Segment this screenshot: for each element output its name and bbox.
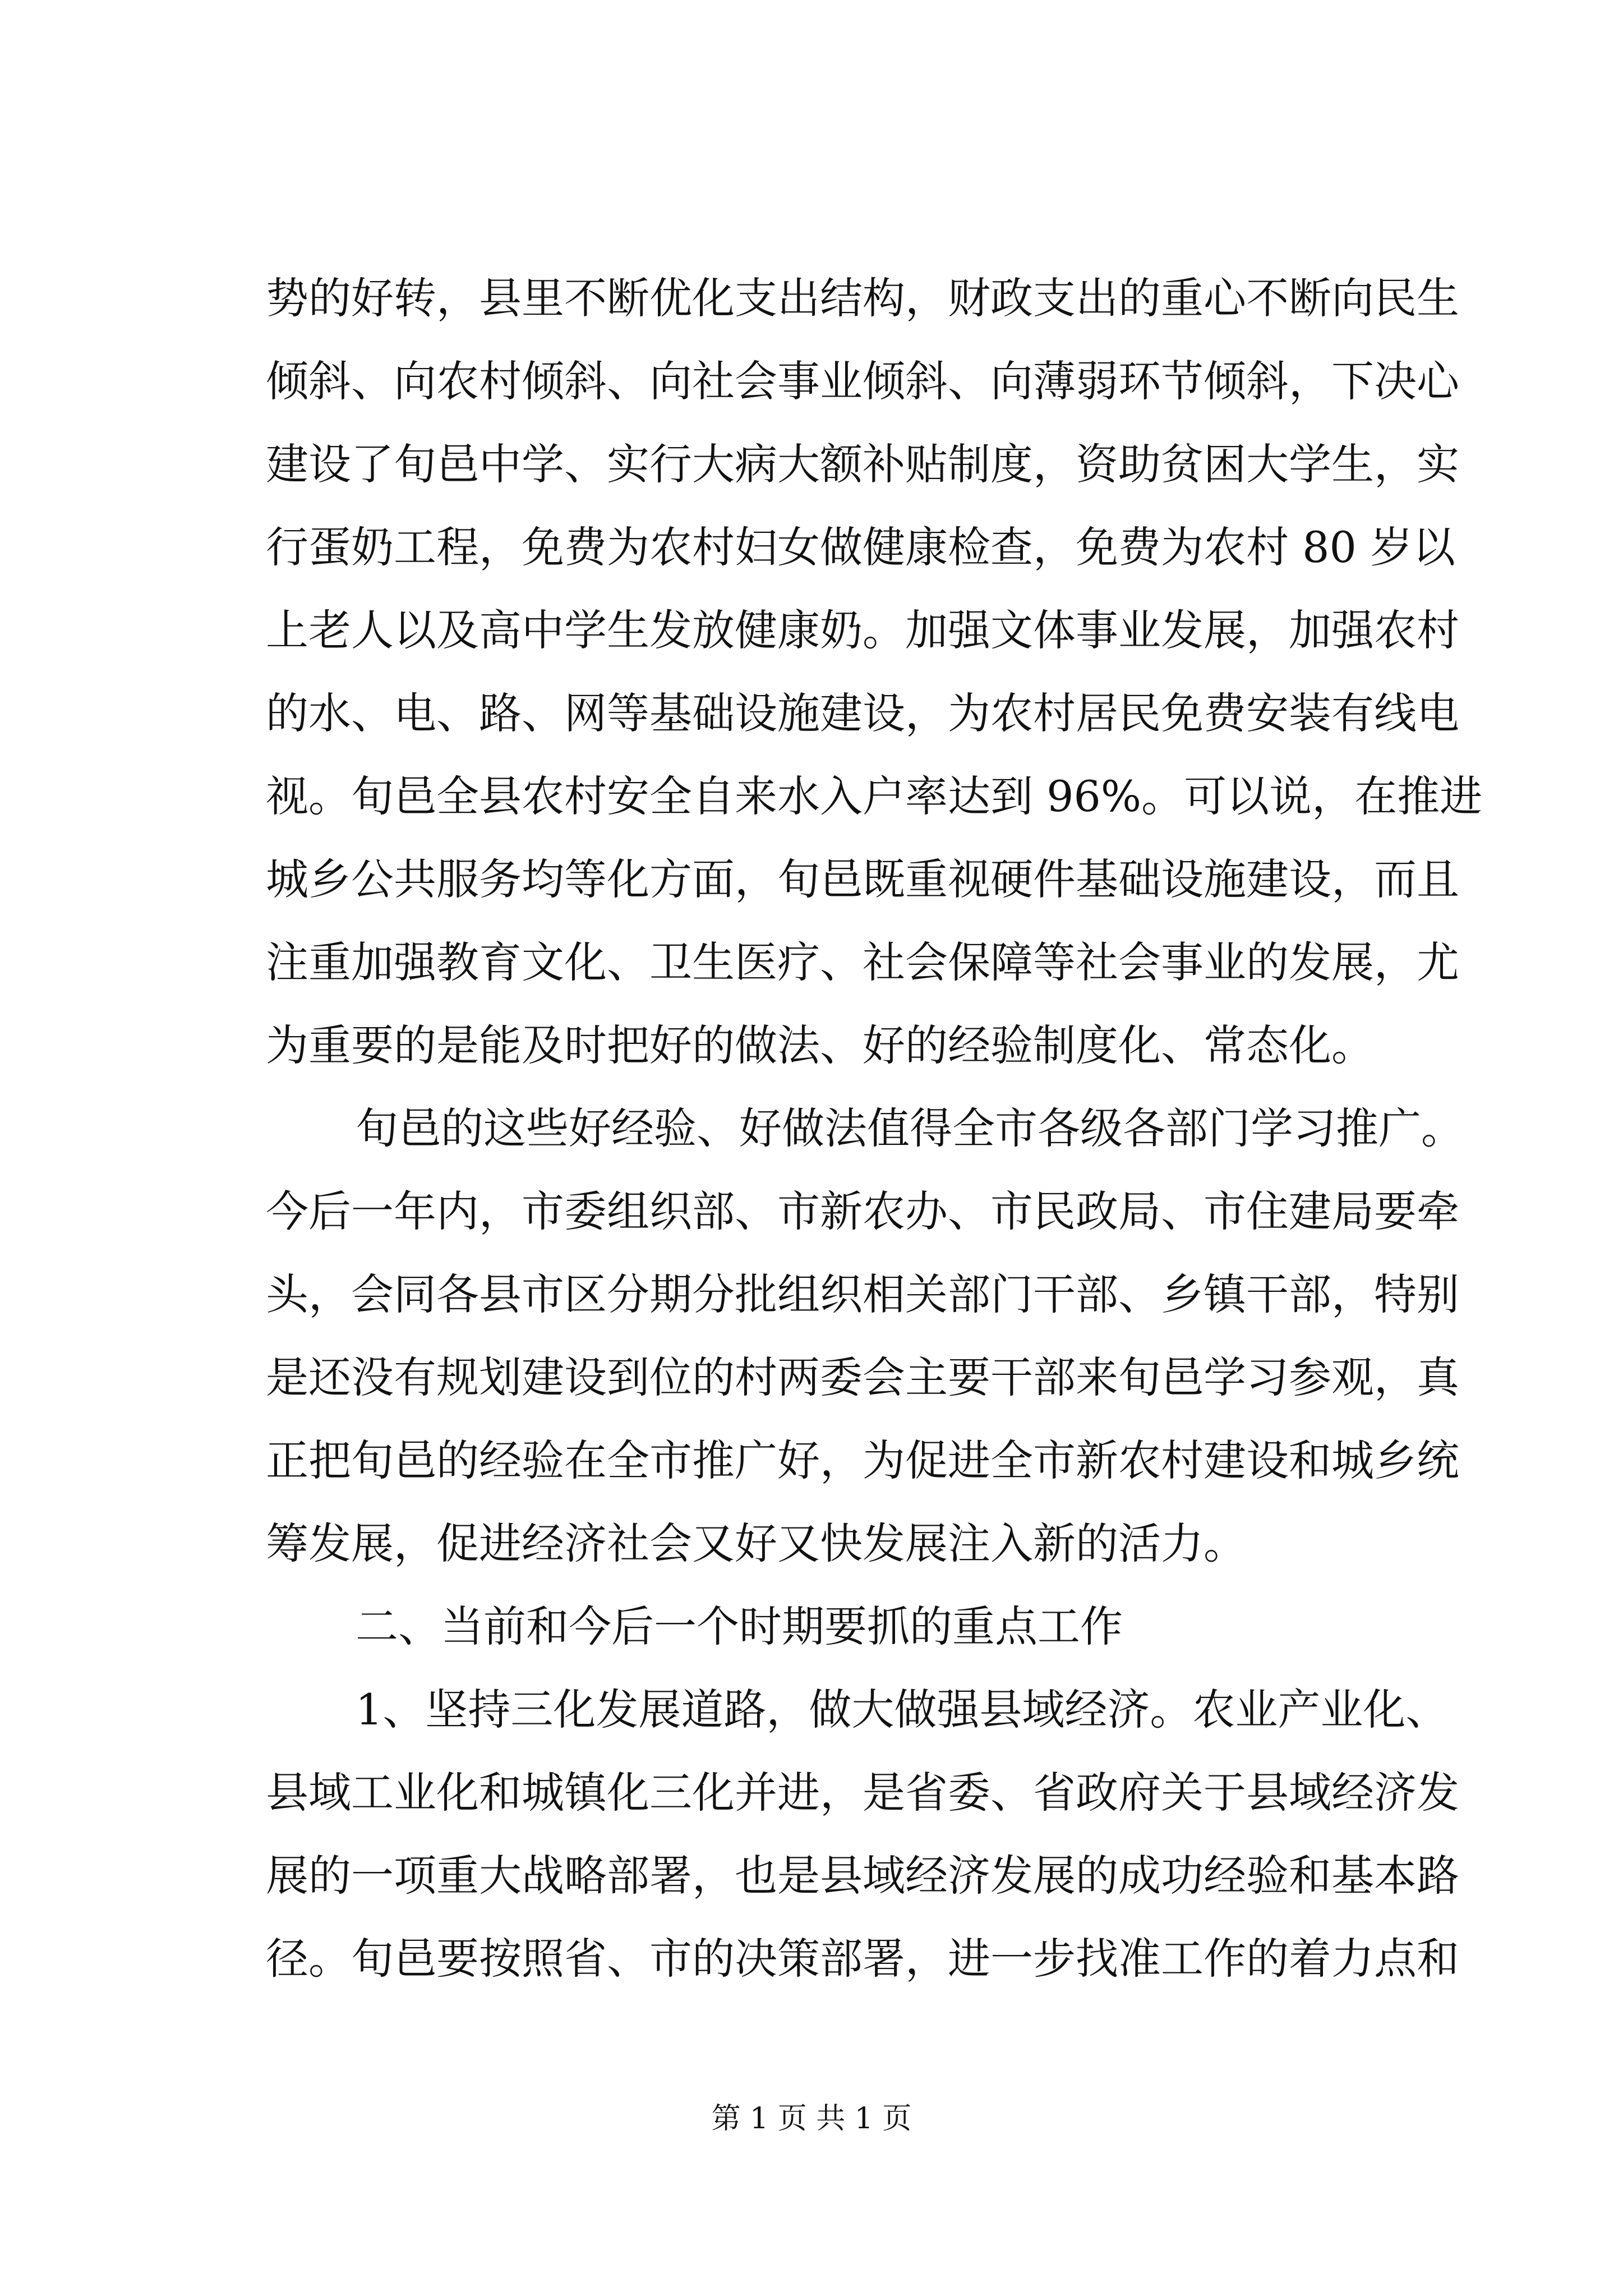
text-line: 视。旬邑全县农村安全自来水入户率达到 96%。可以说，在推进 [266, 771, 1483, 821]
text-line: 注重加强教育文化、卫生医疗、社会保障等社会事业的发展，尤 [266, 937, 1459, 987]
text-line: 县域工业化和城镇化三化并进，是省委、省政府关于县域经济发 [266, 1768, 1459, 1818]
text-line: 今后一年内，市委组织部、市新农办、市民政局、市住建局要牵 [266, 1186, 1459, 1236]
text-line: 展的一项重大战略部署，也是县域经济发展的成功经验和基本路 [266, 1851, 1459, 1901]
text-line: 1、坚持三化发展道路，做大做强县域经济。农业产业化、 [356, 1685, 1449, 1734]
section-heading [266, 1585, 1421, 1668]
text-line: 城乡公共服务均等化方面，旬邑既重视硬件基础设施建设，而且 [266, 854, 1459, 904]
text-line: 径。旬邑要按照省、市的决策部署，进一步找准工作的着力点和 [266, 1934, 1459, 1984]
text-line: 旬邑的这些好经验、好做法值得全市各级各部门学习推广。 [356, 1103, 1464, 1153]
page-footer: 第 1 页 共 1 页 [711, 2102, 912, 2136]
text-line: 倾斜、向农村倾斜、向社会事业倾斜、向薄弱环节倾斜，下决心 [266, 356, 1459, 406]
heading-text: 二、当前和今后一个时期要抓的重点工作 [356, 1602, 1123, 1651]
paragraph [266, 257, 1483, 1087]
text-line: 筹发展，促进经济社会又好又快发展注入新的活力。 [266, 1519, 1246, 1568]
text-line: 建设了旬邑中学、实行大病大额补贴制度，资助贫困大学生，实 [266, 439, 1459, 489]
text-line: 上老人以及高中学生发放健康奶。加强文体事业发展，加强农村 [266, 605, 1459, 655]
document-body [266, 257, 1483, 2000]
text-line: 头，会同各县市区分期分批组织相关部门干部、乡镇干部，特别 [266, 1269, 1459, 1319]
text-line: 为重要的是能及时把好的做法、好的经验制度化、常态化。 [266, 1020, 1374, 1070]
paragraph [266, 1087, 1464, 1585]
text-line: 是还没有规划建设到位的村两委会主要干部来旬邑学习参观，真 [266, 1352, 1459, 1402]
text-line: 正把旬邑的经验在全市推广好，为促进全市新农村建设和城乡统 [266, 1435, 1459, 1485]
text-line: 势的好转，县里不断优化支出结构，财政支出的重心不断向民生 [266, 273, 1459, 323]
text-line: 行蛋奶工程，免费为农村妇女做健康检查，免费为农村 80 岁以 [266, 522, 1456, 572]
text-line: 的水、电、路、网等基础设施建设，为农村居民免费安装有线电 [266, 688, 1459, 738]
paragraph [266, 1668, 1459, 2000]
